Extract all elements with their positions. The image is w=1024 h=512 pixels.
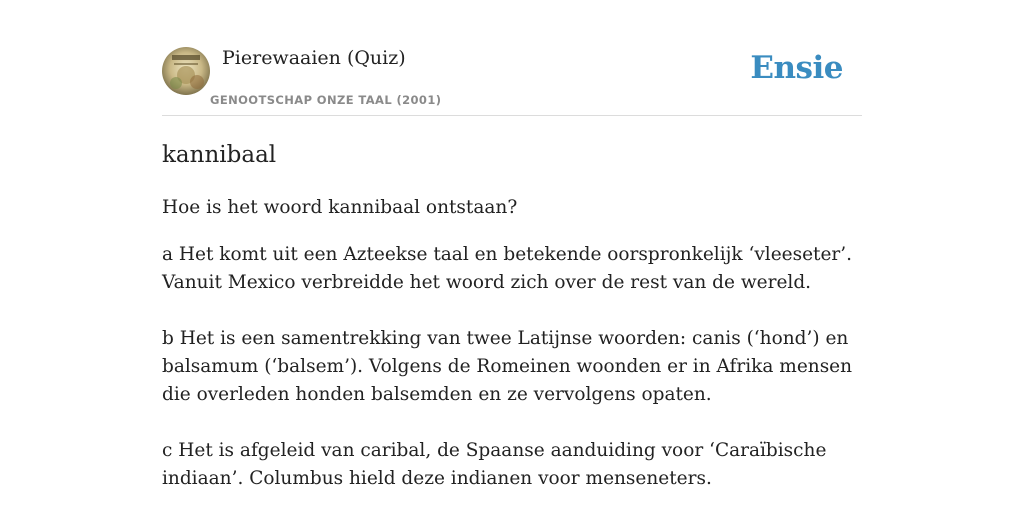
entry-content [162, 138, 862, 493]
answer-option-c: c Het is afgeleid van caribal, de Spaanse aanduiding voor ‘Caraïbische indiaan’. Columbus hield deze indianen voor menseneters. [162, 440, 827, 489]
answer-option-b: b Het is een samentrekking van twee Latijnse woorden: canis (‘hond’) en balsamum (‘balsem’). Volgens de Romeinen woonden er in Afrika mensen die overleden honden balsemden en ze vervolgens opaten. [162, 328, 853, 405]
answer-option-a: a Het komt uit een Azteekse taal en betekende oorspronkelijk ‘vleeseter’. Vanuit Mexico verbreidde het woord zich over de rest van de wereld. [162, 244, 853, 293]
quiz-question: Hoe is het woord kannibaal ontstaan? [162, 197, 518, 218]
source-publisher: GENOOTSCHAP ONZE TAAL (2001) [210, 93, 442, 107]
book-cover-thumbnail[interactable] [162, 47, 210, 95]
ensie-logo-link[interactable]: Ensie [750, 50, 843, 86]
source-title[interactable]: Pierewaaien (Quiz) [222, 47, 406, 69]
source-header [162, 46, 862, 116]
entry-title: kannibaal [162, 142, 277, 168]
book-cover-image [162, 47, 210, 95]
